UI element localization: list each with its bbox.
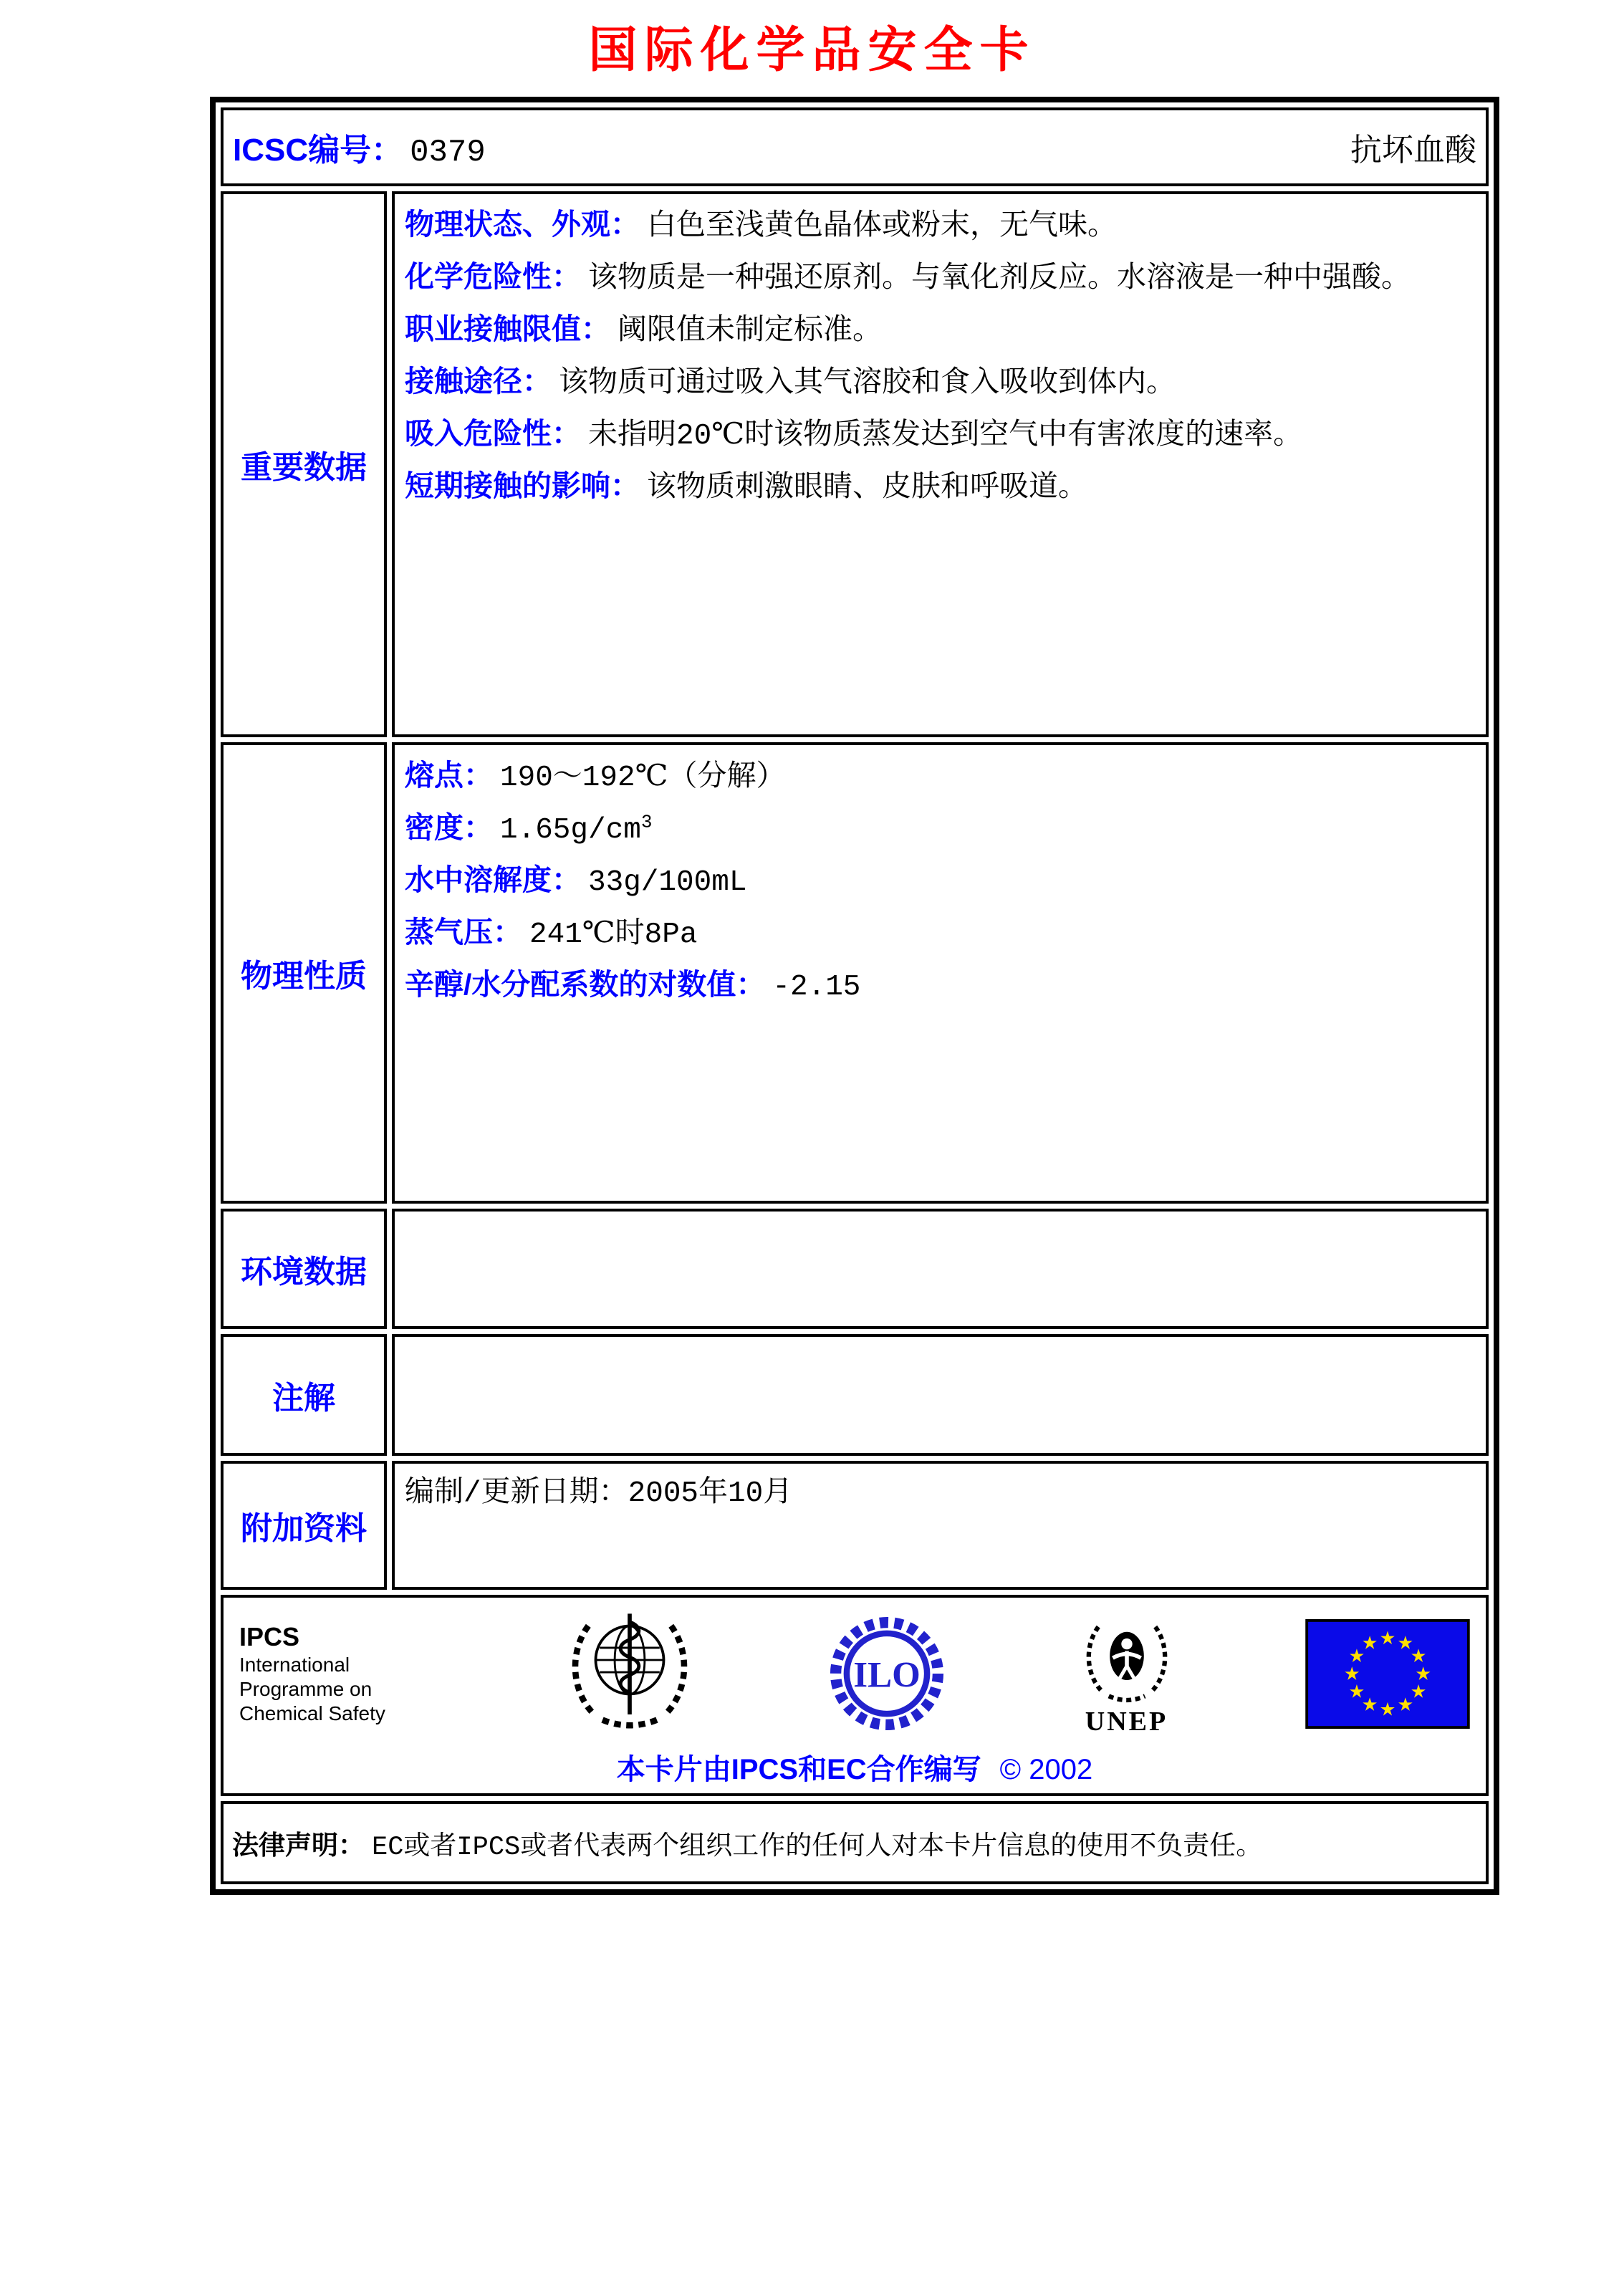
data-item [405, 357, 1476, 409]
physical-properties-content [392, 742, 1489, 1204]
data-item [405, 803, 1476, 855]
field-label: 水中溶解度： [405, 863, 581, 896]
important-data-row [221, 191, 1489, 737]
field-value: 33g/100mL [588, 866, 747, 899]
organizations-row [221, 1595, 1489, 1796]
section-label-notes: 注解 [221, 1334, 387, 1456]
data-item [405, 908, 1476, 960]
field-value: 241℃时8Pa [529, 918, 698, 951]
field-value: 190～192℃（分解） [500, 762, 786, 795]
data-item [405, 1469, 1476, 1519]
field-value: 未指明20℃时该物质蒸发达到空气中有害浓度的速率。 [588, 420, 1303, 453]
eu-flag-icon [1305, 1619, 1470, 1729]
section-label-important-data: 重要数据 [221, 191, 387, 737]
icsc-number-group [233, 124, 486, 171]
physical-properties-row [221, 742, 1489, 1204]
icsc-card-table [210, 97, 1499, 1895]
cooperation-caption-text: 本卡片由IPCS和EC合作编写 [616, 1754, 981, 1785]
data-item [405, 409, 1476, 461]
organizations-cell [221, 1595, 1489, 1796]
field-label: 蒸气压： [405, 916, 522, 949]
field-value: 该物质是一种强还原剂。与氧化剂反应。水溶液是一种中强酸。 [588, 263, 1411, 296]
ipcs-subtitle-line: International [239, 1653, 350, 1676]
field-label: 短期接触的影响： [405, 469, 640, 502]
chemical-name: 抗坏血酸 [1350, 133, 1476, 168]
notes-row [221, 1334, 1489, 1456]
section-label-environmental-data: 环境数据 [221, 1209, 387, 1329]
ipcs-subtitle-line: Chemical Safety [239, 1702, 385, 1725]
copyright-text: © 2002 [999, 1754, 1093, 1785]
density-exponent: 3 [640, 811, 653, 833]
data-item [405, 304, 1476, 357]
field-label: 编制/更新日期： [405, 1477, 628, 1510]
unep-label: UNEP [1085, 1707, 1168, 1737]
field-label: 密度： [405, 811, 493, 844]
field-label: 物理状态、外观： [405, 208, 640, 241]
who-logo-icon [562, 1606, 698, 1742]
additional-info-row [221, 1461, 1489, 1590]
field-value: 阈限值未制定标准。 [618, 315, 882, 348]
legal-label: 法律声明： [232, 1830, 365, 1860]
field-label: 吸入危险性： [405, 417, 581, 450]
additional-info-content [392, 1461, 1489, 1590]
svg-text:ILO: ILO [853, 1655, 921, 1696]
field-value: 该物质可通过吸入其气溶胶和食入吸收到体内。 [559, 368, 1176, 400]
header-row [221, 107, 1489, 186]
notes-content [392, 1334, 1489, 1456]
environmental-data-row [221, 1209, 1489, 1329]
field-label: 接触途径： [405, 365, 552, 398]
field-value: -2.15 [772, 971, 861, 1004]
field-value: 2005年10月 [628, 1477, 793, 1510]
field-label: 辛醇/水分配系数的对数值： [405, 968, 766, 1001]
field-label: 化学危险性： [405, 260, 581, 293]
data-item [405, 960, 1476, 1012]
legal-row [221, 1801, 1489, 1884]
ipcs-text-block [239, 1621, 433, 1726]
field-value: 1.65g/cm [500, 814, 641, 847]
important-data-content [392, 191, 1489, 737]
logos-row [239, 1603, 1470, 1744]
page-title: 国际化学品安全卡 [588, 23, 1036, 77]
icsc-number-value: 0379 [410, 134, 486, 171]
icsc-number-label: ICSC编号： [233, 132, 403, 168]
data-item [405, 751, 1476, 803]
header-content [224, 111, 1485, 183]
field-label: 职业接触限值： [405, 312, 610, 345]
ipcs-subtitle-line: Programme on [239, 1677, 373, 1700]
cooperation-caption [239, 1747, 1470, 1788]
field-value: 白色至浅黄色晶体或粉末，无气味。 [647, 211, 1117, 244]
environmental-data-content [392, 1209, 1489, 1329]
data-item [405, 252, 1476, 304]
section-label-physical-properties: 物理性质 [221, 742, 387, 1204]
field-value: 该物质刺激眼睛、皮肤和呼吸道。 [647, 472, 1087, 505]
legal-text: EC或者IPCS或者代表两个组织工作的任何人对本卡片信息的使用不负责任。 [372, 1832, 1263, 1863]
section-label-additional-info: 附加资料 [221, 1461, 387, 1590]
legal-cell [221, 1801, 1489, 1884]
data-item [405, 200, 1476, 252]
header-cell [221, 107, 1489, 186]
field-label: 熔点： [405, 759, 493, 792]
ilo-logo-icon [826, 1613, 948, 1735]
ipcs-title: IPCS [239, 1621, 300, 1651]
unep-logo-icon [1077, 1610, 1177, 1710]
data-item [405, 461, 1476, 514]
unep-block [1077, 1610, 1177, 1737]
data-item [405, 855, 1476, 908]
